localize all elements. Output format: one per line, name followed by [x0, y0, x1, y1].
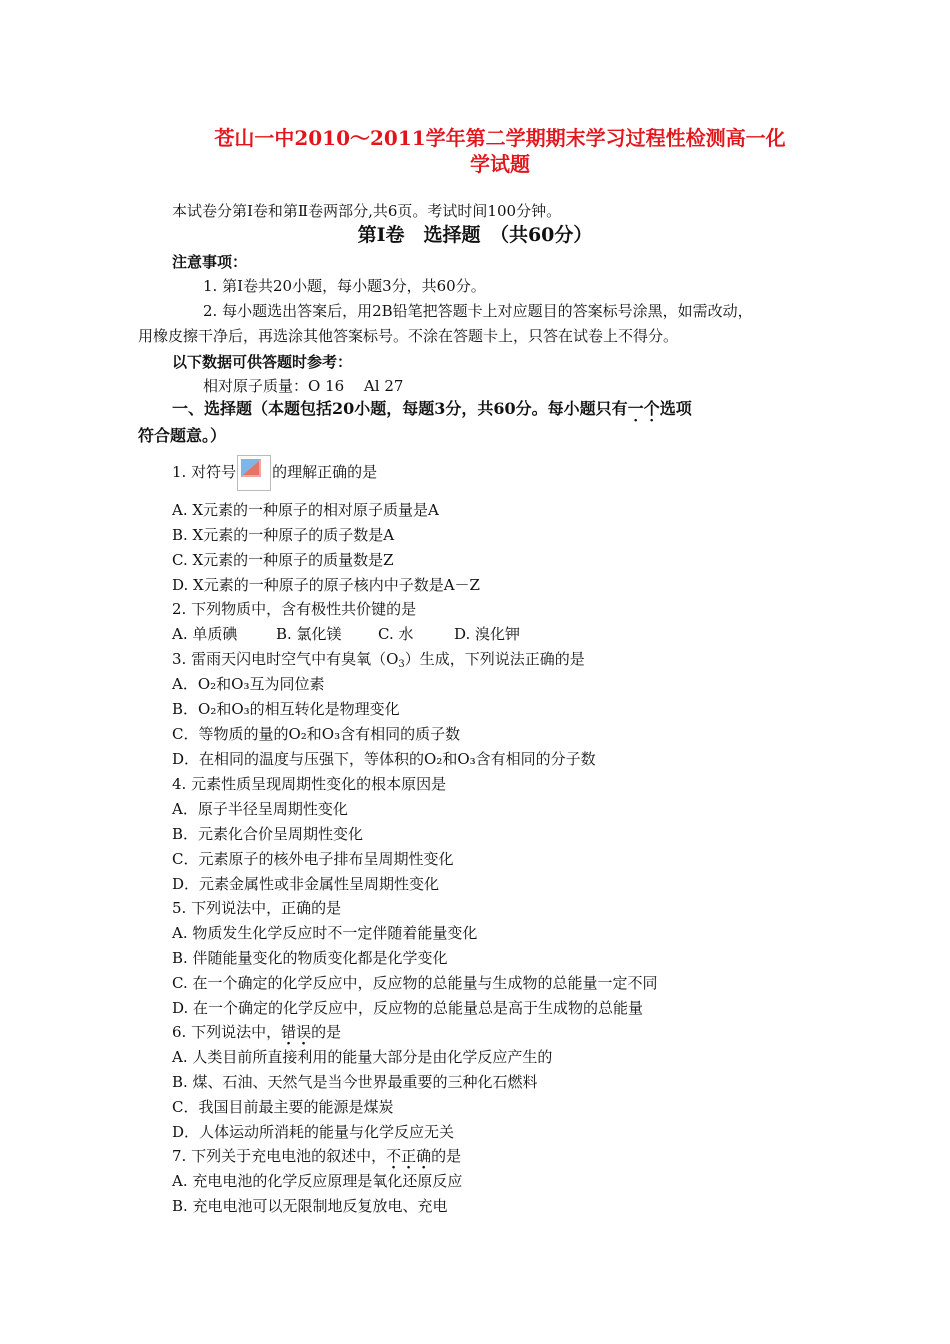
q5-option-a: A. 物质发生化学反应时不一定伴随着能量变化	[172, 924, 478, 942]
emphasis-char: 正	[401, 1147, 417, 1165]
question-1-post: 的理解正确的是	[272, 463, 378, 481]
question-6-pre: 6. 下列说法中，	[172, 1023, 282, 1041]
question-7-post: 的是	[431, 1147, 462, 1165]
question-3-pre: 3. 雷雨天闪电时空气中有臭氧（O	[172, 650, 399, 668]
q5-option-d: D. 在一个确定的化学反应中，反应物的总能量总是高于生成物的总能量	[172, 999, 644, 1017]
question-1-pre: 1. 对符号	[172, 463, 237, 481]
q4-option-d: D．元素金属性或非金属性呈周期性变化	[172, 875, 440, 893]
q7-option-b: B. 充电电池可以无限制地反复放电、充电	[172, 1197, 448, 1215]
part-instructions-line1	[172, 399, 692, 419]
question-6	[172, 1022, 341, 1042]
q1-option-b: B. X元素的一种原子的质子数是A	[172, 526, 395, 544]
q1-option-a: A. X元素的一种原子的相对原子质量是A	[172, 501, 439, 519]
q6-option-b: B. 煤、石油、天然气是当今世界最重要的三种化石燃料	[172, 1073, 538, 1091]
q3-option-d: D．在相同的温度与压强下，等体积的O₂和O₃含有相同的分子数	[172, 750, 596, 768]
exam-title-line1: 苍山一中2010～2011学年第二学期期末学习过程性检测高一化	[214, 126, 786, 150]
part-instructions-line2: 符合题意。）	[138, 426, 227, 445]
atomic-masses: 相对原子质量：O 16 Al 27	[203, 377, 404, 395]
q6-option-d: D．人体运动所消耗的能量与化学反应无关	[172, 1123, 455, 1141]
question-3	[172, 649, 585, 669]
emphasis-char: 错	[281, 1023, 297, 1041]
notes-item-2a: 2. 每小题选出答案后，用2B铅笔把答题卡上对应题目的答案标号涂黑，如需改动，	[203, 302, 753, 320]
notes-item-1: 1. 第Ⅰ卷共20小题，每小题3分，共60分。	[203, 277, 486, 295]
q2-option-c: C. 水	[378, 625, 414, 643]
q4-option-b: B．元素化合价呈周期性变化	[172, 825, 364, 843]
emphasis-char: 确	[416, 1147, 432, 1165]
section-heading: 第Ⅰ卷 选择题 （共60分）	[357, 224, 593, 246]
q2-options	[172, 624, 520, 644]
q7-option-a: A. 充电电池的化学反应原理是氧化还原反应	[172, 1172, 463, 1190]
ozone-subscript: 3	[398, 659, 405, 670]
emphasis-char: 个	[643, 399, 660, 418]
question-4: 4. 元素性质呈现周期性变化的根本原因是	[172, 775, 447, 793]
part-instructions-post: 选项	[659, 399, 692, 418]
part-instructions-pre: 一、选择题（本题包括20小题，每题3分，共60分。每小题只有	[172, 399, 628, 418]
question-7	[172, 1146, 461, 1166]
notes-heading: 注意事项：	[172, 253, 248, 271]
notes-item-2b: 用橡皮擦干净后，再选涂其他答案标号。不涂在答题卡上，只答在试卷上不得分。	[138, 327, 679, 345]
q3-option-c: C．等物质的量的O₂和O₃含有相同的质子数	[172, 725, 461, 743]
q4-option-c: C．元素原子的核外电子排布呈周期性变化	[172, 850, 454, 868]
question-1	[172, 455, 377, 491]
intro-text: 本试卷分第Ⅰ卷和第Ⅱ卷两部分,共6页。考试时间100分钟。	[172, 202, 562, 220]
isotope-symbol-image	[237, 455, 271, 491]
reference-heading: 以下数据可供答题时参考：	[172, 353, 353, 371]
emphasis-char: 不	[386, 1147, 402, 1165]
q4-option-a: A．原子半径呈周期性变化	[172, 800, 348, 818]
q2-option-b: B. 氯化镁	[276, 625, 342, 643]
q2-option-d: D. 溴化钾	[454, 625, 521, 643]
q5-option-b: B. 伴随能量变化的物质变化都是化学变化	[172, 949, 448, 967]
q3-option-a: A．O₂和O₃互为同位素	[172, 675, 325, 693]
q6-option-c: C．我国目前最主要的能源是煤炭	[172, 1098, 394, 1116]
question-7-pre: 7. 下列关于充电电池的叙述中，	[172, 1147, 387, 1165]
question-2: 2. 下列物质中，含有极性共价键的是	[172, 600, 417, 618]
q1-option-d: D. X元素的一种原子的原子核内中子数是A－Z	[172, 576, 480, 594]
emphasis-char: 误	[296, 1023, 312, 1041]
q2-option-a: A. 单质碘	[172, 625, 238, 643]
q5-option-c: C. 在一个确定的化学反应中，反应物的总能量与生成物的总能量一定不同	[172, 974, 658, 992]
question-5: 5. 下列说法中，正确的是	[172, 899, 342, 917]
question-6-post: 的是	[311, 1023, 342, 1041]
exam-title-line2: 学试题	[470, 152, 530, 176]
question-3-post: ）生成，下列说法正确的是	[404, 650, 585, 668]
q6-option-a: A. 人类目前所直接利用的能量大部分是由化学反应产生的	[172, 1048, 553, 1066]
q3-option-b: B．O₂和O₃的相互转化是物理变化	[172, 700, 400, 718]
q1-option-c: C. X元素的一种原子的质量数是Z	[172, 551, 394, 569]
emphasis-char: 一	[627, 399, 644, 418]
